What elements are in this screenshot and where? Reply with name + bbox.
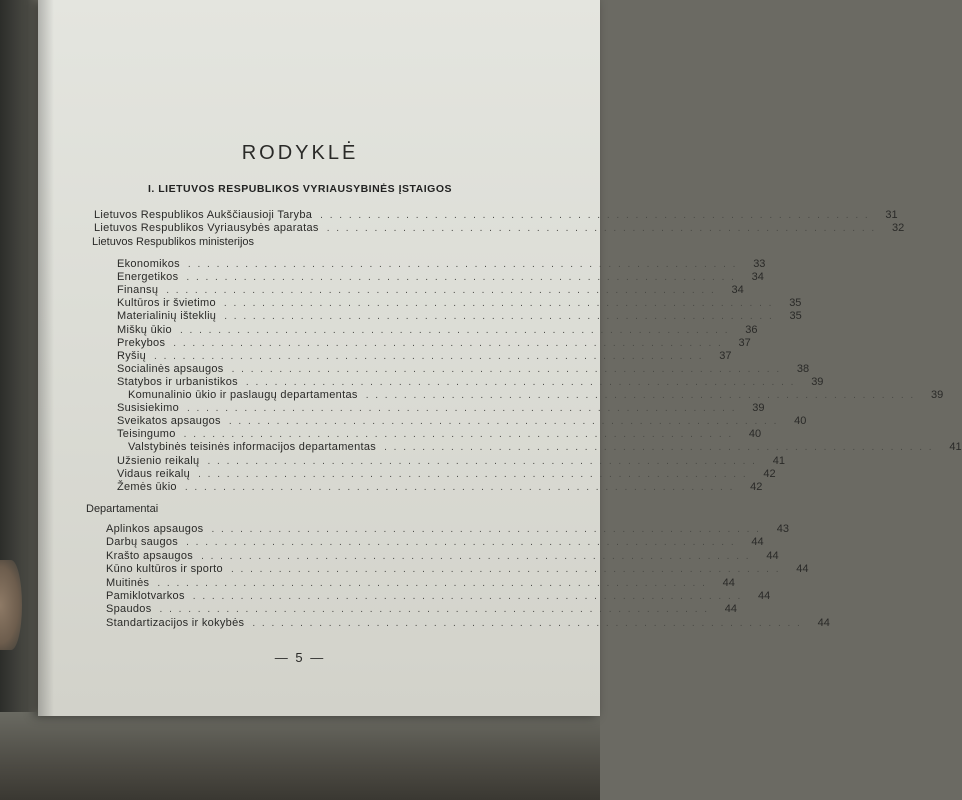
toc-entry [106,576,735,590]
dot-leader: . . . . . . . . . . . . . . . . . . . . . . . . . . . . . . . . . . . . . . . . . . . . . . . . . . . . . . . . . . [154,350,704,362]
toc-entry [106,523,789,536]
section-heading: I. LIETUVOS RESPUBLIKOS VYRIAUSYBINĖS ĮSTAIGOS [147,183,452,195]
toc-entry [106,603,738,616]
toc-entry [117,297,802,310]
toc-entry [117,375,824,389]
toc-entry-label: Muitinės [106,576,150,589]
toc-entry-label: Materialinių išteklių [117,310,217,323]
toc-entry-label: Susisiekimo [117,402,179,415]
toc-entry-label: Pamiklotvarkos [106,590,185,602]
toc-entry [117,258,766,271]
toc-entry-page: 31 [885,209,898,221]
dot-leader: . . . . . . . . . . . . . . . . . . . . . . . . . . . . . . . . . . . . . . . . . . . . . . . . . . . . . . . . . . [231,363,782,375]
toc-entry-page: 34 [731,284,744,297]
dot-leader: . . . . . . . . . . . . . . . . . . . . . . . . . . . . . . . . . . . . . . . . . . . . . . . . . . . . . . . . . . [173,337,723,349]
dot-leader: . . . . . . . . . . . . . . . . . . . . . . . . . . . . . . . . . . . . . . . . . . . . . . . . . . . . . . . . . . [245,376,796,388]
toc-entry-page: 40 [748,428,762,441]
toc-entry [117,310,802,323]
toc-entry-page: 43 [776,523,789,535]
toc-entry [117,428,762,441]
dot-leader: . . . . . . . . . . . . . . . . . . . . . . . . . . . . . . . . . . . . . . . . . . . . . . . . . . . . . . . . . . [183,429,734,441]
dot-leader: . . . . . . . . . . . . . . . . . . . . . . . . . . . . . . . . . . . . . . . . . . . . . . . . . . . . . . . . . . [252,617,802,629]
toc-entry-page: 38 [796,362,810,375]
toc-entry [106,549,779,563]
toc-entry [117,467,776,481]
departments-header: Departamentai [86,503,159,515]
toc-entry [117,362,810,376]
dot-leader: . . . . . . . . . . . . . . . . . . . . . . . . . . . . . . . . . . . . . . . . . . . . . . . . . . . . . . . . . . [187,259,738,270]
toc-entry-label: Darbų saugos [106,536,179,549]
toc-entry-page: 44 [751,536,764,549]
toc-entry-label: Standartizacijos ir kokybės [106,616,245,629]
dot-leader: . . . . . . . . . . . . . . . . . . . . . . . . . . . . . . . . . . . . . . . . . . . . . . . . . . . . . . . . . . [157,577,707,589]
dot-leader: . . . . . . . . . . . . . . . . . . . . . . . . . . . . . . . . . . . . . . . . . . . . . . . . . . . . . . . . . . [384,442,934,454]
toc-entry-page: 44 [817,616,830,629]
toc-entry-label: Statybos ir urbanistikos [117,375,238,388]
toc-entry-label: Sveikatos apsaugos [117,415,221,428]
toc-entry [94,209,898,222]
dot-leader: . . . . . . . . . . . . . . . . . . . . . . . . . . . . . . . . . . . . . . . . . . . . . . . . . . . . . . . . . . [207,455,757,467]
toc-entry-label: Kūno kultūros ir sporto [106,563,223,576]
dot-leader: . . . . . . . . . . . . . . . . . . . . . . . . . . . . . . . . . . . . . . . . . . . . . . . . . . . . . . . . . . [192,591,743,602]
toc-entry [117,402,765,415]
dot-leader: . . . . . . . . . . . . . . . . . . . . . . . . . . . . . . . . . . . . . . . . . . . . . . . . . . . . . . . . . . [201,550,751,562]
toc-entry-label: Ekonomikos [117,258,180,270]
toc-entry [117,336,751,350]
toc-entry [94,222,905,235]
dot-leader: . . . . . . . . . . . . . . . . . . . . . . . . . . . . . . . . . . . . . . . . . . . . . . . . . . . . . . . . . . [198,468,748,480]
toc-entry-label: Energetikos [117,271,179,284]
toc-entry-page: 44 [766,549,779,562]
toc-entry-label: Krašto apsaugos [106,549,194,562]
toc-entry-page: 44 [724,603,738,616]
toc-entry-label: Teisingumo [117,428,176,441]
toc-entry-page: 39 [811,375,824,388]
toc-entry-label: Socialinės apsaugos [117,362,224,375]
page-number: — 5 — [274,650,326,665]
toc-entry [106,536,764,549]
dot-leader: . . . . . . . . . . . . . . . . . . . . . . . . . . . . . . . . . . . . . . . . . . . . . . . . . . . . . . . . . . [224,311,774,323]
finger [0,560,22,650]
toc-entry [117,415,807,428]
toc-entry-label: Aplinkos apsaugos [106,523,204,535]
toc-entry-label: Kultūros ir švietimo [117,297,216,310]
dot-leader: . . . . . . . . . . . . . . . . . . . . . . . . . . . . . . . . . . . . . . . . . . . . . . . . . . . . . . . . . . [166,285,716,297]
dot-leader: . . . . . . . . . . . . . . . . . . . . . . . . . . . . . . . . . . . . . . . . . . . . . . . . . . . . . . . . . . [211,524,761,535]
toc-entry [117,454,785,468]
toc-entry-label: Komunalinio ūkio ir paslaugų departamentas [128,389,358,401]
background-bottom [0,712,600,800]
toc-entry-page: 37 [719,349,732,362]
toc-entry-page: 44 [722,576,735,589]
dot-leader: . . . . . . . . . . . . . . . . . . . . . . . . . . . . . . . . . . . . . . . . . . . . . . . . . . . . . . . . . . [228,416,779,428]
toc-entry-label: Lietuvos Respublikos Aukščiausioji Taryba [94,209,313,221]
toc-entry-page: 33 [753,258,766,270]
dot-leader: . . . . . . . . . . . . . . . . . . . . . . . . . . . . . . . . . . . . . . . . . . . . . . . . . . . . . . . . . . [184,481,735,493]
toc-entry-page: 39 [930,389,944,401]
toc-entry-label: Vidaus reikalų [117,467,191,480]
toc-entry-page: 41 [772,454,785,467]
dot-leader: . . . . . . . . . . . . . . . . . . . . . . . . . . . . . . . . . . . . . . . . . . . . . . . . . . . . . . . . . . [320,210,870,221]
toc-entry-page: 42 [763,467,776,480]
toc-entry-page: 32 [891,222,905,234]
toc-entry-label: Žemės ūkio [117,480,177,493]
toc-entry-page: 39 [752,402,765,415]
toc-entry-page: 35 [789,297,802,310]
toc-entry [117,284,744,297]
toc-entry-page: 40 [794,415,807,428]
dot-leader: . . . . . . . . . . . . . . . . . . . . . . . . . . . . . . . . . . . . . . . . . . . . . . . . . . . . . . . . . . [230,564,781,576]
toc-entry-label: Prekybos [117,336,166,349]
toc-entry-label: Valstybinės teisinės informacijos departamentas [128,441,377,454]
toc-entry-label: Užsienio reikalų [117,454,200,467]
dot-leader: . . . . . . . . . . . . . . . . . . . . . . . . . . . . . . . . . . . . . . . . . . . . . . . . . . . . . . . . . . [186,272,736,284]
dot-leader: . . . . . . . . . . . . . . . . . . . . . . . . . . . . . . . . . . . . . . . . . . . . . . . . . . . . . . . . . . [365,390,916,401]
toc-entry-page: 36 [745,323,758,336]
toc-entry-label: Finansų [117,284,159,297]
dot-leader: . . . . . . . . . . . . . . . . . . . . . . . . . . . . . . . . . . . . . . . . . . . . . . . . . . . . . . . . . . [326,223,877,234]
toc-entry-page: 41 [949,441,962,454]
toc-entry [106,590,771,603]
toc-entry-page: 35 [789,310,802,323]
toc-entry [128,389,944,402]
toc-entry [117,323,758,337]
toc-entry-label: Ryšių [117,349,147,362]
toc-entry [117,480,763,494]
toc-entry-page: 44 [796,563,809,576]
toc-entry-page: 44 [758,590,771,602]
toc-entry-page: 34 [751,271,764,284]
toc-entry [128,441,962,454]
dot-leader: . . . . . . . . . . . . . . . . . . . . . . . . . . . . . . . . . . . . . . . . . . . . . . . . . . . . . . . . . . [186,537,736,549]
ministries-header: Lietuvos Respublikos ministerijos [92,236,255,248]
dot-leader: . . . . . . . . . . . . . . . . . . . . . . . . . . . . . . . . . . . . . . . . . . . . . . . . . . . . . . . . . . [223,298,774,310]
toc-entry-page: 37 [738,336,751,349]
toc-entry [106,616,830,630]
toc-entry [117,271,764,284]
page-gutter-shadow [38,0,54,716]
page-title: RODYKLĖ [241,142,359,164]
toc-entry-page: 42 [750,480,763,493]
toc-entry-label: Lietuvos Respublikos Vyriausybės aparatas [94,222,319,234]
toc-entry-label: Spaudos [106,603,152,616]
dot-leader: . . . . . . . . . . . . . . . . . . . . . . . . . . . . . . . . . . . . . . . . . . . . . . . . . . . . . . . . . . [159,604,710,616]
toc-entry [106,563,809,576]
dot-leader: . . . . . . . . . . . . . . . . . . . . . . . . . . . . . . . . . . . . . . . . . . . . . . . . . . . . . . . . . . [179,324,730,336]
toc-entry-label: Miškų ūkio [117,323,172,336]
dot-leader: . . . . . . . . . . . . . . . . . . . . . . . . . . . . . . . . . . . . . . . . . . . . . . . . . . . . . . . . . . [187,403,737,415]
toc-entry [117,349,732,363]
